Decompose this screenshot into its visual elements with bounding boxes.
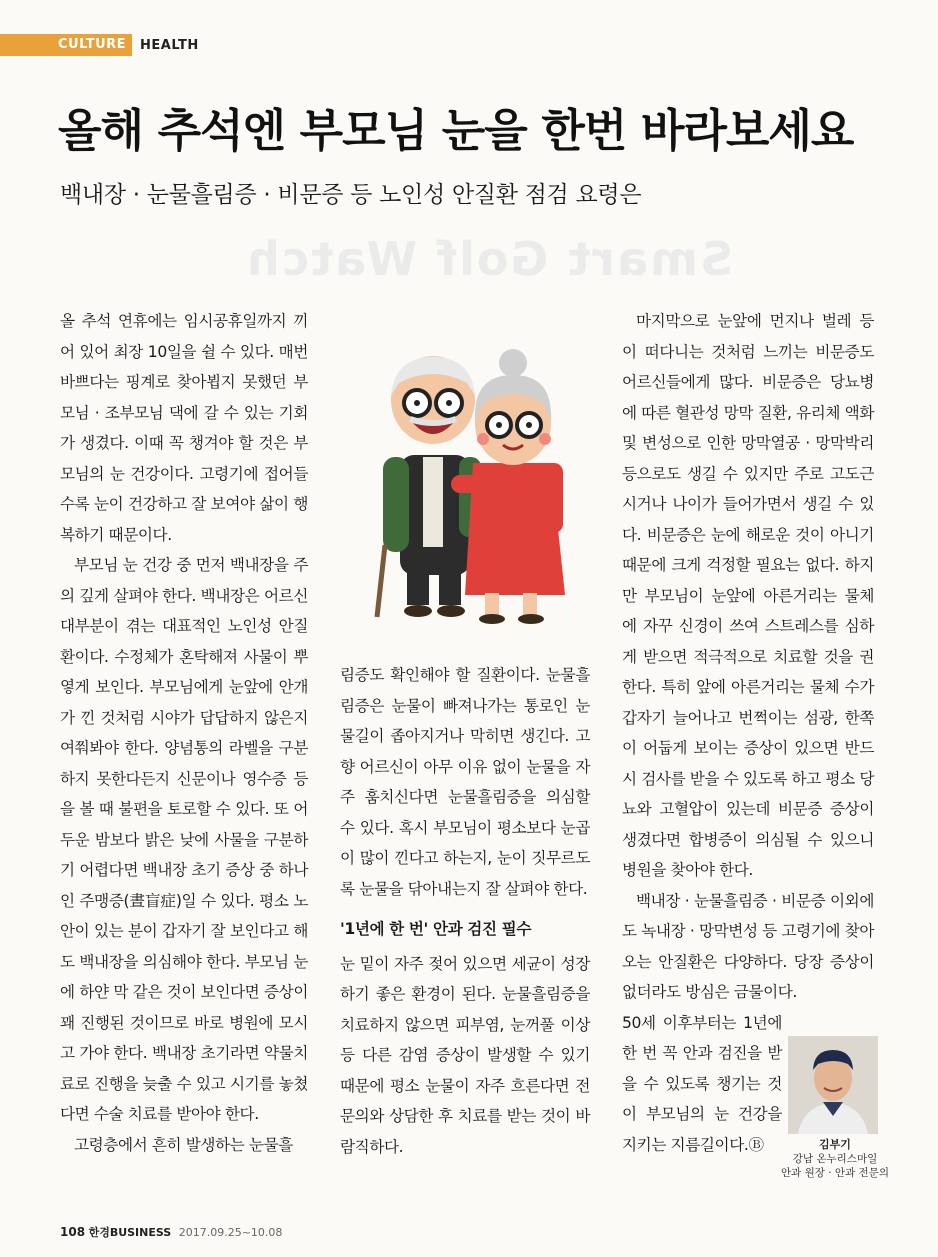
page-footer bbox=[60, 1224, 282, 1240]
section-subheading: '1년에 한 번' 안과 검진 필수 bbox=[340, 920, 531, 938]
magazine-name: 한경BUSINESS bbox=[88, 1226, 172, 1239]
author-affiliation: 강남 온누리스마일 bbox=[792, 1153, 878, 1165]
elderly-couple-illustration bbox=[355, 345, 580, 635]
paragraph: 림증도 확인해야 할 질환이다. 눈물흘림증은 눈물이 빠져나가는 통로인 눈물길이 좁아지거나 막히면 생긴다. 고향 어르신이 아무 이유 없이 눈물을 자주 훔치신다면 눈물흘림증을 의심할 수 있다. 혹시 부모님이 평소보다 눈곱이 많이 낀다고 하는지, 눈이 짓무르도록 눈물을 닦아내는지 잘 살펴야 한다. bbox=[340, 666, 590, 898]
paragraph: 고령층에서 흔히 발생하는 눈물흘 bbox=[74, 1135, 293, 1154]
paragraph: 눈 밑이 자주 젖어 있으면 세균이 성장하기 좋은 환경이 된다. 눈물흘림증을 치료하지 않으면 피부염, 눈꺼풀 이상 등 다른 감염 증상이 발생할 수 있기 때문에 평소 눈물이 자주 흐른다면 전문의와 상담한 후 치료를 받는 것이 바람직하다. bbox=[340, 954, 590, 1156]
end-mark: Ⓑ bbox=[748, 1135, 764, 1154]
issue-date: 2017.09.25~10.08 bbox=[178, 1226, 283, 1239]
doctor-portrait bbox=[788, 1036, 878, 1134]
column-middle bbox=[340, 660, 590, 1162]
article-title: 올해 추석엔 부모님 눈을 한번 바라보세요 bbox=[58, 104, 854, 157]
page-number: 108 bbox=[60, 1225, 86, 1239]
author-name: 김부기 bbox=[819, 1138, 851, 1151]
column-right bbox=[622, 306, 874, 1160]
article-subtitle: 백내장 · 눈물흘림증 · 비문증 등 노인성 안질환 점검 요령은 bbox=[60, 182, 642, 208]
paragraph bbox=[622, 1008, 782, 1161]
section-label: CULTURE bbox=[0, 34, 132, 56]
subsection-label: HEALTH bbox=[140, 37, 199, 53]
paragraph: 부모님 눈 건강 중 먼저 백내장을 주의 깊게 살펴야 한다. 백내장은 어르신 대부분이 겪는 대표적인 노인성 안질환이다. 수정체가 혼탁해져 사물이 뿌옇게 보인다. 부모님에게 눈앞에 안개가 낀 것처럼 시야가 답답하지 않은지 여쭤봐야 한다. 양념통의 라벨을 구분하지 못한다든지 신문이나 영수증 등을 볼 때 불편을 토로할 수 있다. 또 어두운 밤보다 밝은 낮에 사물을 구분하기 어렵다면 백내장 초기 증상 중 하나인 주맹증(晝盲症)일 수 있다. 평소 노안이 있는 분이 갑자기 잘 보인다고 해도 백내장을 의심해야 한다. 부모님 눈에 하얀 막 같은 것이 보인다면 증상이 꽤 진행된 것이므로 바로 병원에 모시고 가야 한다. 백내장 초기라면 약물치료로 진행을 늦출 수 있고 시기를 놓쳤다면 수술 치료를 받아야 한다. bbox=[60, 556, 308, 1123]
paragraph: 마지막으로 눈앞에 먼지나 벌레 등이 떠다니는 것처럼 느끼는 비문증도 어르신들에게 많다. 비문증은 당뇨병에 따른 혈관성 망막 질환, 유리체 액화 및 변성으로 인한 망막열공 · 망막박리 등으로도 생길 수 있지만 주로 고도근시거나 나이가 들어가면서 생길 수 있다. 비문증은 눈에 해로운 것이 아니기 때문에 크게 걱정할 필요는 없다. 하지만 부모님이 눈앞에 아른거리는 물체에 자꾸 신경이 쓰여 스트레스를 심하게 받으면 적극적으로 치료할 것을 권한다. 특히 앞에 아른거리는 물체 수가 갑자기 늘어나고 번쩍이는 섬광, 한쪽이 어둡게 보이는 증상이 있으면 반드시 검사를 받을 수 있도록 하고 평소 당뇨와 고혈압이 있는데 비문증 증상이 생겼다면 합병증이 의심될 수 있으니 병원을 찾아야 한다. bbox=[622, 312, 874, 879]
column-left bbox=[60, 306, 308, 1160]
author-photo bbox=[788, 1036, 878, 1134]
section-header bbox=[0, 34, 199, 56]
paragraph: 백내장 · 눈물흘림증 · 비문증 이외에도 녹내장 · 망막변성 등 고령기에 찾아오는 안질환은 다양하다. 당장 증상이 없더라도 방심은 금물이다. bbox=[622, 891, 874, 1001]
paragraph: 올 추석 연휴에는 임시공휴일까지 끼어 있어 최장 10일을 쉴 수 있다. 매번 바쁘다는 핑계로 찾아뵙지 못했던 부모님 · 조부모님 댁에 갈 수 있는 기회가 생겼다. 이때 꼭 챙겨야 할 것은 부모님의 눈 건강이다. 고령기에 접어들수록 눈이 건강하고 잘 보여야 삶이 행복하기 때문이다. bbox=[60, 312, 308, 544]
author-role: 안과 원장 · 안과 전문의 bbox=[781, 1167, 889, 1179]
author-caption bbox=[780, 1138, 890, 1180]
paragraph-text: 50세 이후부터는 1년에 한 번 꼭 안과 검진을 받을 수 있도록 챙기는 것이 부모님의 눈 건강을 지키는 지름길이다. bbox=[622, 1013, 782, 1154]
show-through-watermark: Smart Golf Watch bbox=[245, 232, 734, 286]
